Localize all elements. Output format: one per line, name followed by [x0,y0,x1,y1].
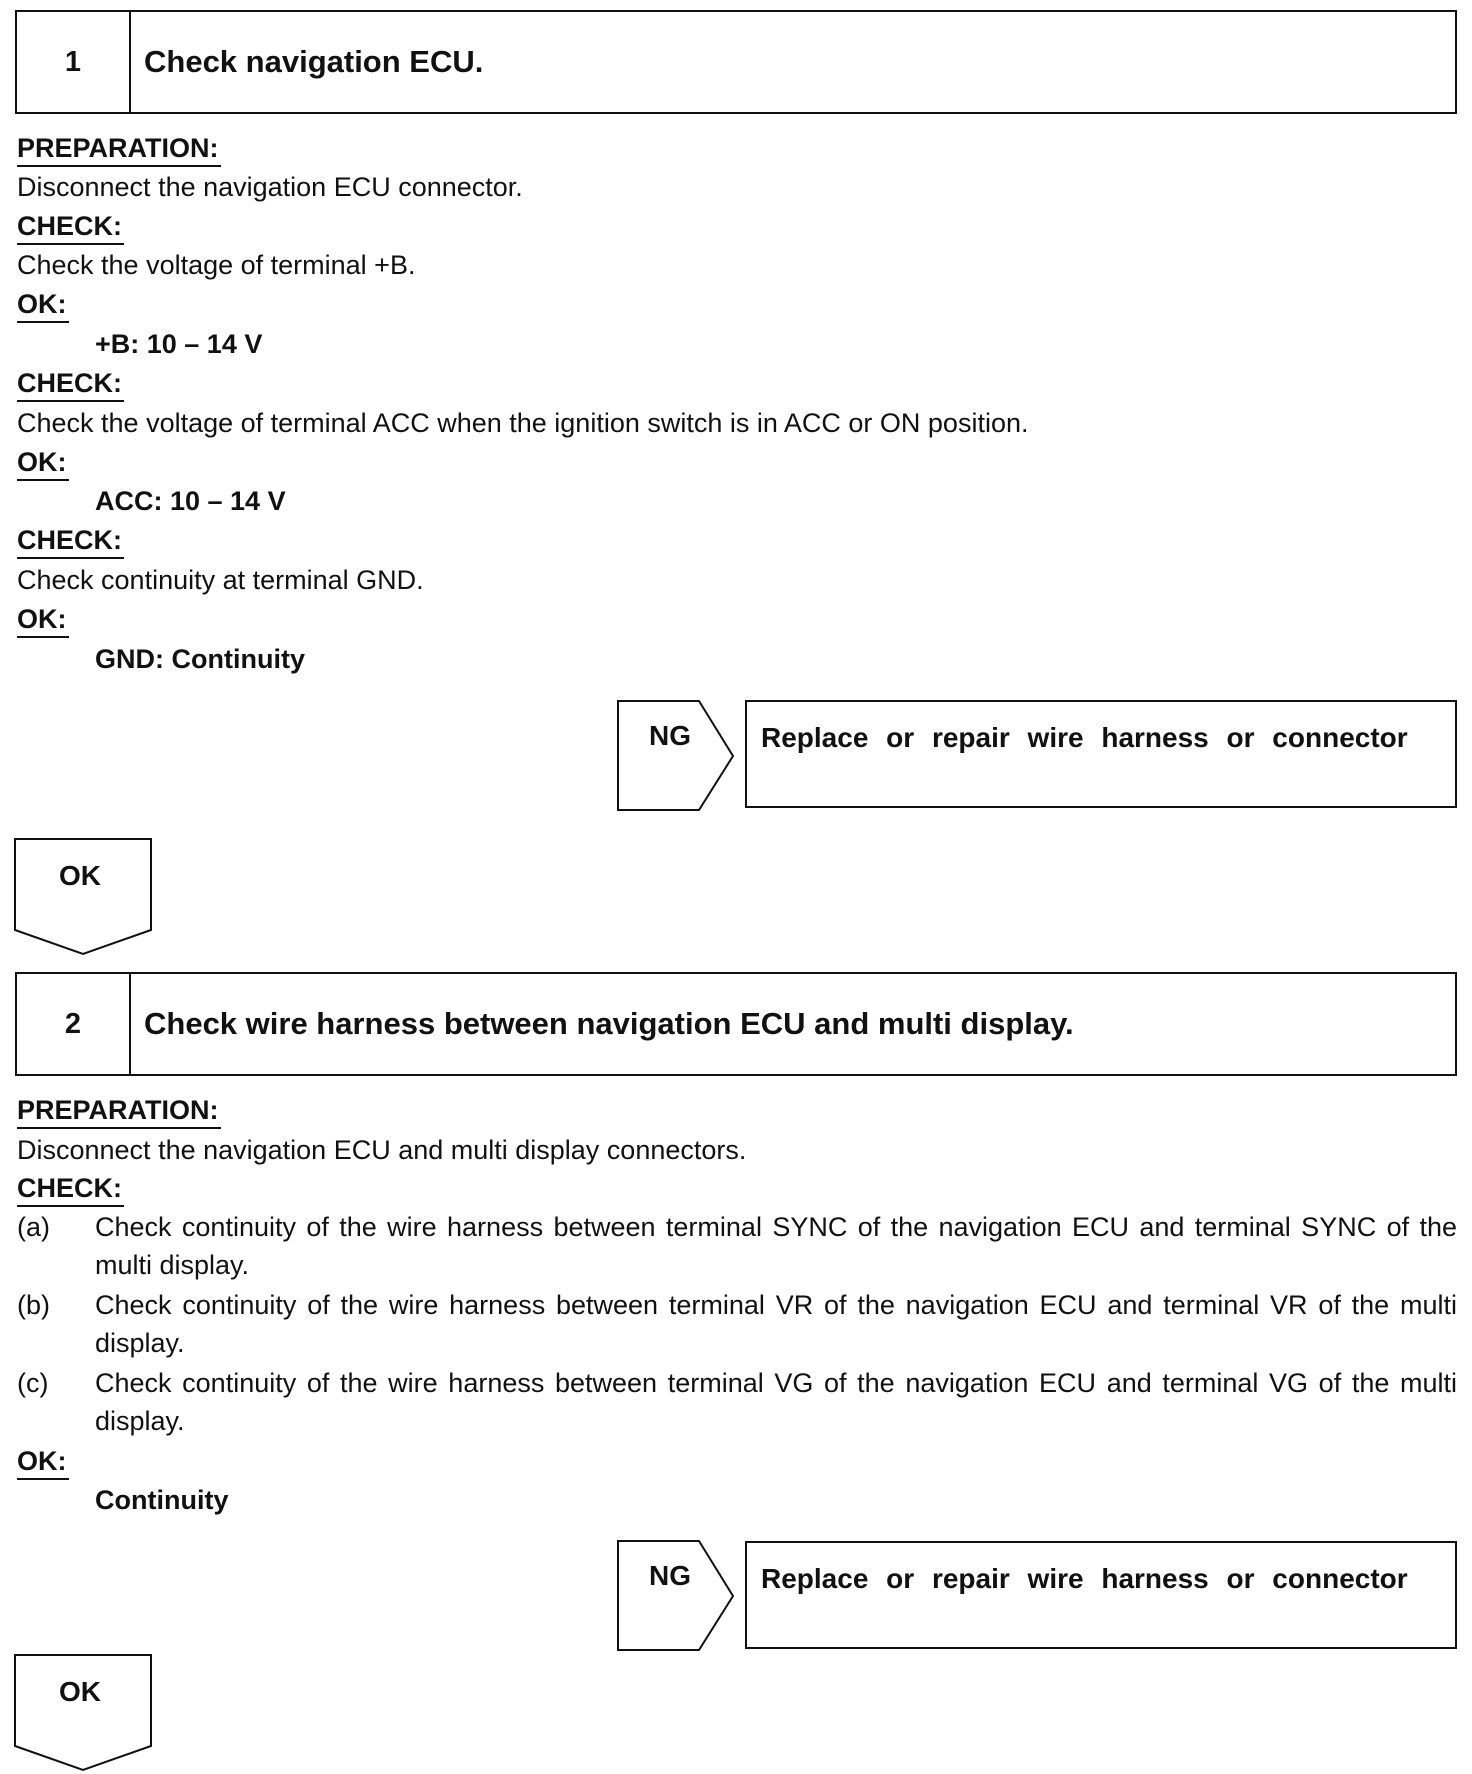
ok-label: OK: [17,287,69,323]
ok-label: OK: [17,445,69,481]
ok-spec: GND: Continuity [95,644,305,674]
step-1-header [15,10,1457,114]
ok-spec: ACC: 10 – 14 V [95,486,286,516]
list-item-text: Check continuity of the wire harness between terminal VG of the navigation ECU and terminal VG of the multi display. [95,1368,1457,1436]
ng-flag [617,700,737,812]
preparation-text: Disconnect the navigation ECU and multi display connectors. [17,1135,747,1165]
ng-arrow-icon [617,1540,737,1652]
list-item-mark: (a) [17,1212,50,1242]
step-number: 1 [17,12,131,112]
check-label: CHECK: [17,523,124,559]
ok-flow-label: OK [59,1676,101,1707]
ng-label: NG [649,1560,691,1591]
preparation-label: PREPARATION: [17,131,221,167]
check-label: CHECK: [17,366,124,402]
list-item [17,1364,1457,1440]
list-item-text: Check continuity of the wire harness between terminal VR of the navigation ECU and terminal VR of the multi display. [95,1290,1457,1358]
step-number: 2 [17,974,131,1074]
list-item-mark: (b) [17,1290,50,1320]
list-item-text: Check continuity of the wire harness between terminal SYNC of the navigation ECU and terminal SYNC of the multi display. [95,1212,1457,1280]
ok-spec: Continuity [95,1485,229,1515]
ng-action-text: Replace or repair wire harness or connector [761,722,1408,753]
list-item-mark: (c) [17,1368,49,1398]
check-label: CHECK: [17,209,124,245]
ok-flow-flag [14,1654,154,1772]
ok-label: OK: [17,602,69,638]
check-text: Check continuity at terminal GND. [17,565,424,595]
step-title: Check navigation ECU. [144,44,484,79]
ok-flow-flag [14,838,154,956]
ng-action-box [745,1541,1457,1649]
ok-down-arrow-icon [14,1654,154,1772]
check-text: Check the voltage of terminal +B. [17,250,416,280]
ng-action-text: Replace or repair wire harness or connector [761,1563,1408,1594]
ng-arrow-icon [617,700,737,812]
ng-label: NG [649,720,691,751]
ok-label: OK: [17,1444,69,1480]
list-item [17,1208,1457,1284]
preparation-label: PREPARATION: [17,1093,221,1129]
ng-action-box [745,700,1457,808]
ok-down-arrow-icon [14,838,154,956]
ok-spec: +B: 10 – 14 V [95,329,263,359]
step-title: Check wire harness between navigation ECU and multi display. [144,1006,1074,1041]
ok-flow-label: OK [59,860,101,891]
ng-flag [617,1540,737,1652]
step-2-header [15,972,1457,1076]
preparation-text: Disconnect the navigation ECU connector. [17,172,523,202]
list-item [17,1286,1457,1362]
check-label: CHECK: [17,1171,124,1207]
check-text: Check the voltage of terminal ACC when the ignition switch is in ACC or ON position. [17,408,1029,438]
